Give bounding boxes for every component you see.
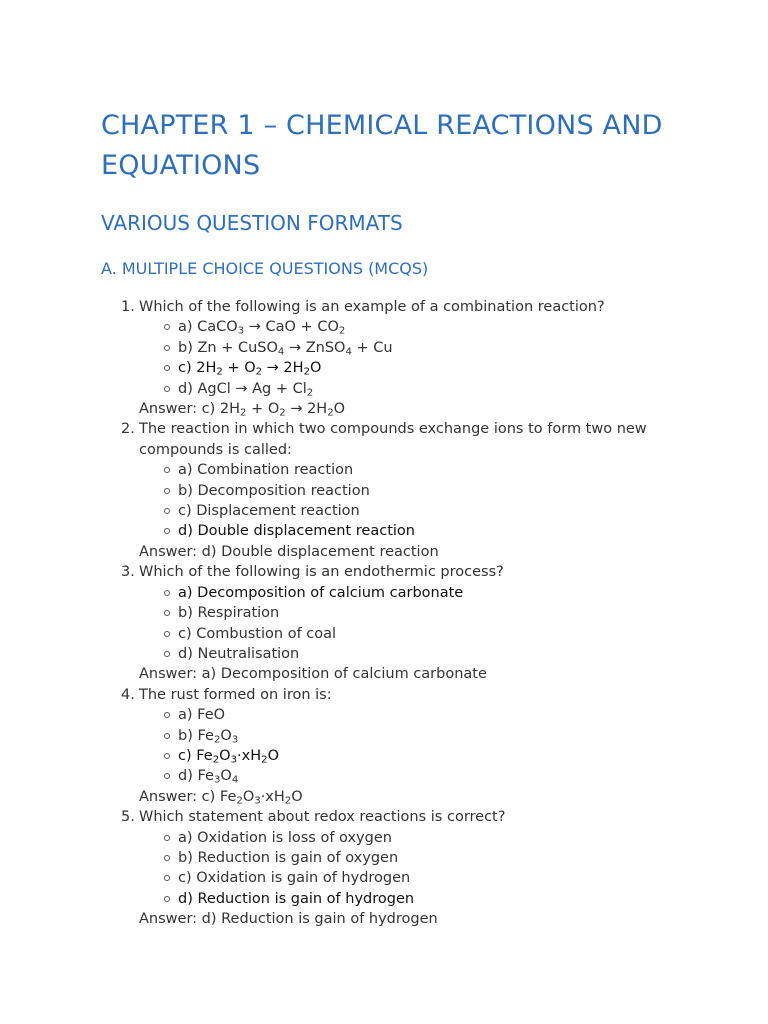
option-text: a) CaCO$_3$ → CaO + $CO_2$ — [178, 319, 346, 337]
hollow-circle-bullet-icon — [164, 835, 170, 841]
option-text: a) Decomposition of calcium carbonate — [178, 584, 464, 601]
question-number: 4. — [121, 686, 135, 703]
option-text: d) Double displacement reaction — [178, 523, 415, 540]
question-text: The rust formed on iron is: — [139, 686, 332, 703]
answer-value: c) $Fe_2O_3\cdot xH_2O$ — [201, 788, 303, 807]
hollow-circle-bullet-icon — [164, 467, 170, 473]
question-text: The reaction in which two compounds exchange ions to form two new compounds is called: — [139, 421, 647, 458]
option-text: b) Respiration — [178, 605, 280, 622]
answer-label: Answer: — [139, 666, 202, 683]
hollow-circle-bullet-icon — [164, 753, 170, 759]
hollow-circle-bullet-icon — [164, 324, 170, 330]
hollow-circle-bullet-icon — [164, 875, 170, 881]
option-item-correct — [139, 358, 681, 378]
option-list — [139, 583, 681, 665]
question-text: Which of the following is an example of a combination reaction? — [139, 299, 605, 315]
option-item — [139, 338, 681, 358]
option-text: d) Neutralisation — [178, 645, 300, 662]
option-item-correct — [139, 583, 681, 603]
option-text: b) $Fe_2O_3$ — [178, 727, 239, 746]
option-item — [139, 868, 681, 888]
hollow-circle-bullet-icon — [164, 651, 170, 657]
hollow-circle-bullet-icon — [164, 712, 170, 718]
option-item — [139, 766, 681, 786]
hollow-circle-bullet-icon — [164, 610, 170, 616]
option-item — [139, 481, 681, 501]
answer-line — [139, 787, 681, 807]
option-item — [139, 460, 681, 480]
answer-line — [139, 664, 681, 684]
option-item-correct — [139, 746, 681, 766]
option-list — [139, 317, 681, 399]
hollow-circle-bullet-icon — [164, 345, 170, 351]
option-text: c) Combustion of coal — [178, 625, 337, 642]
answer-line — [139, 399, 681, 419]
question-number: 2. — [121, 421, 135, 438]
hollow-circle-bullet-icon — [164, 365, 170, 371]
subsection-title: A. MULTIPLE CHOICE QUESTIONS (MCQS) — [101, 259, 429, 278]
option-item — [139, 705, 681, 725]
question-number: 1. — [121, 299, 135, 315]
option-text: b) Reduction is gain of oxygen — [178, 849, 399, 866]
question-item — [101, 297, 681, 419]
hollow-circle-bullet-icon — [164, 488, 170, 494]
hollow-circle-bullet-icon — [164, 528, 170, 534]
option-item-correct — [139, 889, 681, 909]
option-item — [139, 603, 681, 623]
option-text: b) Zn + CuSO$_4$ → ZnSO$_4$ + Cu — [178, 339, 393, 358]
option-text: b) Decomposition reaction — [178, 482, 370, 499]
answer-value: a) Decomposition of calcium carbonate — [201, 666, 487, 683]
option-item — [139, 379, 681, 399]
answer-value: c) $2H_2 + O_2 \to 2H_2O$ — [201, 401, 346, 419]
hollow-circle-bullet-icon — [164, 508, 170, 514]
section-title: VARIOUS QUESTION FORMATS — [101, 211, 403, 235]
hollow-circle-bullet-icon — [164, 855, 170, 861]
option-text: c) $2H_2 + O_2 \to 2H_2O$ — [178, 360, 322, 378]
question-item — [101, 685, 681, 807]
option-text: a) FeO — [178, 707, 226, 724]
question-item — [101, 807, 681, 929]
answer-label: Answer: — [139, 543, 202, 560]
option-item-correct — [139, 521, 681, 541]
option-text: d) Reduction is gain of hydrogen — [178, 890, 415, 907]
option-item — [139, 848, 681, 868]
hollow-circle-bullet-icon — [164, 733, 170, 739]
option-text: a) Oxidation is loss of oxygen — [178, 829, 392, 846]
option-item — [139, 828, 681, 848]
option-item — [139, 726, 681, 746]
option-item — [139, 317, 681, 337]
question-item — [101, 419, 681, 562]
hollow-circle-bullet-icon — [164, 773, 170, 779]
option-list — [139, 460, 681, 542]
answer-value: d) Reduction is gain of hydrogen — [201, 911, 438, 928]
option-list — [139, 705, 681, 787]
chapter-title: CHAPTER 1 – CHEMICAL REACTIONS AND EQUATIONS — [101, 110, 663, 181]
hollow-circle-bullet-icon — [164, 631, 170, 637]
answer-label: Answer: — [139, 401, 202, 418]
option-text: d) $Fe_3O_4$ — [178, 768, 239, 786]
option-list — [139, 828, 681, 910]
answer-line — [139, 909, 681, 929]
hollow-circle-bullet-icon — [164, 590, 170, 596]
question-number: 5. — [121, 809, 135, 826]
question-text: Which statement about redox reactions is correct? — [139, 809, 506, 826]
question-list — [101, 297, 681, 930]
option-text: c) Displacement reaction — [178, 503, 360, 520]
option-text: c) $Fe_2O_3\cdot xH_2O$ — [178, 747, 280, 766]
question-number: 3. — [121, 564, 135, 581]
option-item — [139, 501, 681, 521]
option-text: a) Combination reaction — [178, 462, 354, 479]
option-text: d) AgCl → $Ag + Cl_2$ — [178, 380, 314, 399]
hollow-circle-bullet-icon — [164, 386, 170, 392]
question-text: Which of the following is an endothermic process? — [139, 564, 504, 581]
answer-label: Answer: — [139, 911, 202, 928]
hollow-circle-bullet-icon — [164, 896, 170, 902]
option-item — [139, 624, 681, 644]
option-text: c) Oxidation is gain of hydrogen — [178, 870, 411, 887]
answer-label: Answer: — [139, 788, 202, 805]
option-item — [139, 644, 681, 664]
answer-value: d) Double displacement reaction — [201, 543, 439, 560]
answer-line — [139, 542, 681, 562]
question-item — [101, 562, 681, 684]
